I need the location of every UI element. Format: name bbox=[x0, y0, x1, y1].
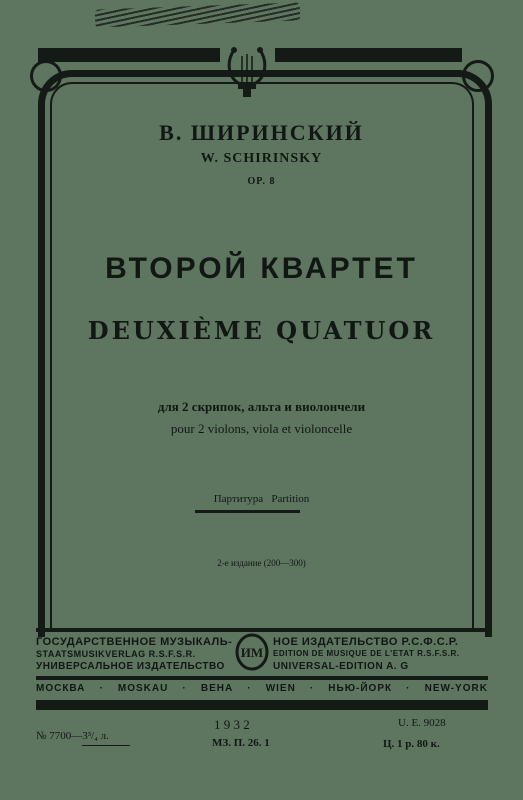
publisher-rule-mid bbox=[36, 676, 488, 680]
publisher-line-1-left: ГОСУДАРСТВЕННОЕ МУЗЫКАЛЬ- bbox=[36, 636, 233, 648]
score-underline bbox=[195, 510, 300, 513]
svg-text:ИМ: ИМ bbox=[240, 645, 264, 660]
city-list bbox=[36, 683, 488, 697]
score-label: Партитура Partition bbox=[213, 493, 310, 505]
ornament-bar-left bbox=[38, 48, 220, 62]
ue-number: U. E. 9028 bbox=[398, 717, 446, 729]
crossed-out-mark bbox=[95, 2, 301, 27]
publisher-line-1-right: НОЕ ИЗДАТЕЛЬСТВО Р.С.Ф.С.Р. bbox=[273, 636, 459, 648]
city-separator: · bbox=[406, 683, 411, 694]
publisher-line-3-right: UNIVERSAL-EDITION A. G bbox=[273, 661, 409, 672]
city-newyork-ru: НЬЮ-ЙОРК bbox=[328, 683, 393, 694]
publisher-rule-bottom bbox=[36, 700, 488, 710]
publisher-line-2-left: STAATSMUSIKVERLAG R.S.F.S.R. bbox=[36, 649, 196, 659]
publisher-emblem-icon bbox=[234, 632, 270, 672]
city-separator: · bbox=[309, 683, 315, 694]
composer-name-lat: W. SCHIRINSKY bbox=[200, 151, 323, 166]
publisher-line-2-right: EDITION DE MUSIQUE DE L'ETAT R.S.F.S.R. bbox=[273, 649, 460, 658]
instrumentation-ru: для 2 скрипок, альта и виолончели bbox=[157, 399, 366, 414]
frame-corner-ornament bbox=[30, 60, 62, 92]
instrumentation-fr: pour 2 violons, viola et violoncelle bbox=[170, 421, 353, 436]
frame-corner-ornament bbox=[462, 60, 494, 92]
city-newyork-en: NEW-YORK bbox=[424, 683, 488, 694]
composer-name-ru: В. ШИРИНСКИЙ bbox=[159, 120, 364, 145]
publisher-code: МЗ. П. 26. 1 bbox=[212, 737, 270, 749]
city-vienna-ru: ВЕНА bbox=[200, 683, 234, 694]
price: Ц. 1 р. 80 к. bbox=[383, 738, 440, 750]
publication-year: 1 9 3 2 bbox=[214, 717, 250, 732]
ornament-bar-right bbox=[275, 48, 462, 62]
catalog-number: № 7700—3³/₄ л. bbox=[36, 730, 109, 742]
work-title-ru: ВТОРОЙ КВАРТЕТ bbox=[105, 252, 418, 285]
work-title-fr: DEUXIÈME QUATUOR bbox=[87, 316, 436, 345]
city-separator: · bbox=[247, 683, 252, 694]
city-separator: · bbox=[182, 683, 187, 694]
edition-note: 2-е издание (200—300) bbox=[217, 558, 306, 568]
opus-number: OP. 8 bbox=[247, 176, 276, 187]
city-moscow-de: MOSKAU bbox=[117, 683, 169, 694]
publisher-line-3-left: УНИВЕРСАЛЬНОЕ ИЗДАТЕЛЬСТВО bbox=[36, 661, 225, 672]
city-moscow-ru: МОСКВА bbox=[36, 683, 86, 694]
city-vienna-de: WIEN bbox=[265, 683, 296, 694]
city-separator: · bbox=[99, 683, 104, 694]
catalog-underline bbox=[82, 745, 130, 746]
